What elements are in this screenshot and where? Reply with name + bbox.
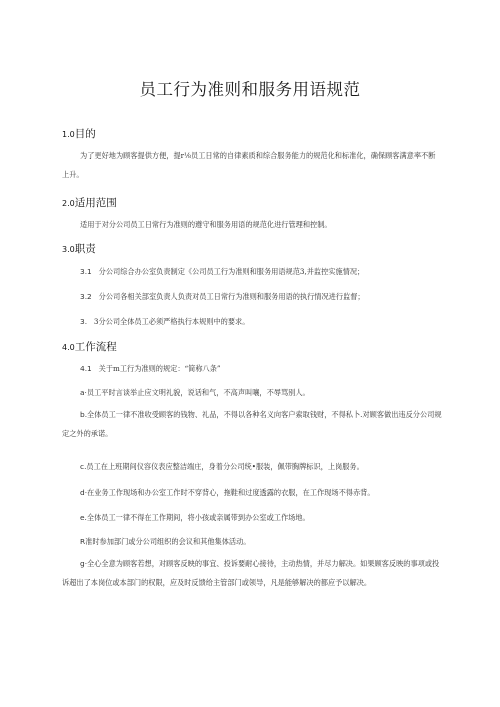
rule-text: 全心全意为顾客若想，对顾客反映的事宜、投诉要耐心接待，主动热情，并尽力解决。如果顾客反映的事项或投诉超出了本岗位或本部门的权限，应及时反馈给主管部门或领导，凡是能够解决的都应予以解决。 [62, 559, 440, 587]
rule-text: 员工在上班期间仪容仪表应整洁端庄，身着分公司统•服装，佩带胸牌标识，上岗服务。 [86, 462, 364, 471]
section-number: 2.0 [62, 199, 75, 208]
section-heading-scope [62, 195, 117, 210]
duty-item-text: 分公司各相关部室负责人负责对员工日常行为准则和服务用语的执行情况进行监督； [98, 292, 365, 301]
rule-item [80, 537, 250, 547]
section-body-purpose: 为了更好地为顾客提供方便，提r⅛员工日常的自律素质和综合服务能力的规范化和标准化，确保顾客满意率不断上升。 [62, 151, 436, 179]
workflow-intro [80, 364, 221, 374]
rule-label: b. [80, 410, 88, 419]
duty-item [80, 317, 249, 327]
rule-item [80, 388, 310, 398]
workflow-intro-text: 关于m工行为准则的规定：“简称八条” [98, 364, 221, 373]
section-heading-duties [62, 241, 96, 256]
rule-text: 全体员工一律不准收受顾客的钱物、礼品，不得以各种名义向客户索取钱财，不得私卜.对顾客做出违反分公司规定之外的承诺。 [62, 410, 442, 438]
section-name: 目的 [74, 128, 96, 140]
section-number: 1.0 [62, 130, 75, 139]
rule-label: c. [80, 462, 87, 471]
section-name: 职责 [74, 243, 96, 255]
rule-item [80, 488, 375, 498]
section-number: 4.0 [62, 343, 75, 352]
duty-item [80, 292, 365, 302]
duty-item-text: 3分公司全体员工必须严格执行本规则中的要求。 [93, 317, 250, 326]
section-body-scope: 适用于对分公司员工日常行为准则的遵守和服务用语的规范化进行管理和控制。 [80, 220, 332, 229]
rule-text: 在业务工作现场和办公室工作时不穿背心，拖鞋和过度透露的衣服，在工作现场不得赤背。 [87, 488, 375, 497]
duty-item-label: 3. [80, 317, 88, 326]
rule-item [80, 462, 364, 472]
section-heading-purpose [62, 126, 96, 141]
rule-item [62, 554, 442, 592]
duty-item-label: 3.2 [80, 292, 92, 301]
section-name: 工作流程 [74, 341, 117, 353]
duty-item [80, 267, 364, 277]
section-name: 适用范围 [74, 197, 117, 209]
rule-item [80, 513, 310, 523]
section-heading-workflow [62, 339, 117, 354]
rule-text: 全体员工一律不得在工作期间，将小孩或亲属带到办公室或工作场地。 [86, 513, 310, 522]
document-title: 员工行为准则和服务用语规范 [139, 80, 361, 99]
duty-item-label: 3.1 [80, 267, 92, 276]
rule-item [62, 405, 442, 443]
rule-label: R [80, 537, 86, 546]
rule-label: e. [80, 513, 87, 522]
rule-label: g· [80, 559, 88, 568]
workflow-intro-label: 4.1 [80, 364, 92, 373]
rule-label: a· [80, 388, 87, 397]
rule-text: 员工平时言谈举止应文明礼貌，说话和气，不高声叫嚷，不辱骂别人。 [86, 388, 310, 397]
rule-label: d· [80, 488, 88, 497]
rule-text: 准时参加部门或分公司组织的会议和其他集体活动。 [85, 537, 251, 546]
duty-item-text: 分公司综合办公室负责制定《公司员工行为准则和服务用语规范3,并监控实施情况； [98, 267, 365, 276]
section-number: 3.0 [62, 245, 75, 254]
